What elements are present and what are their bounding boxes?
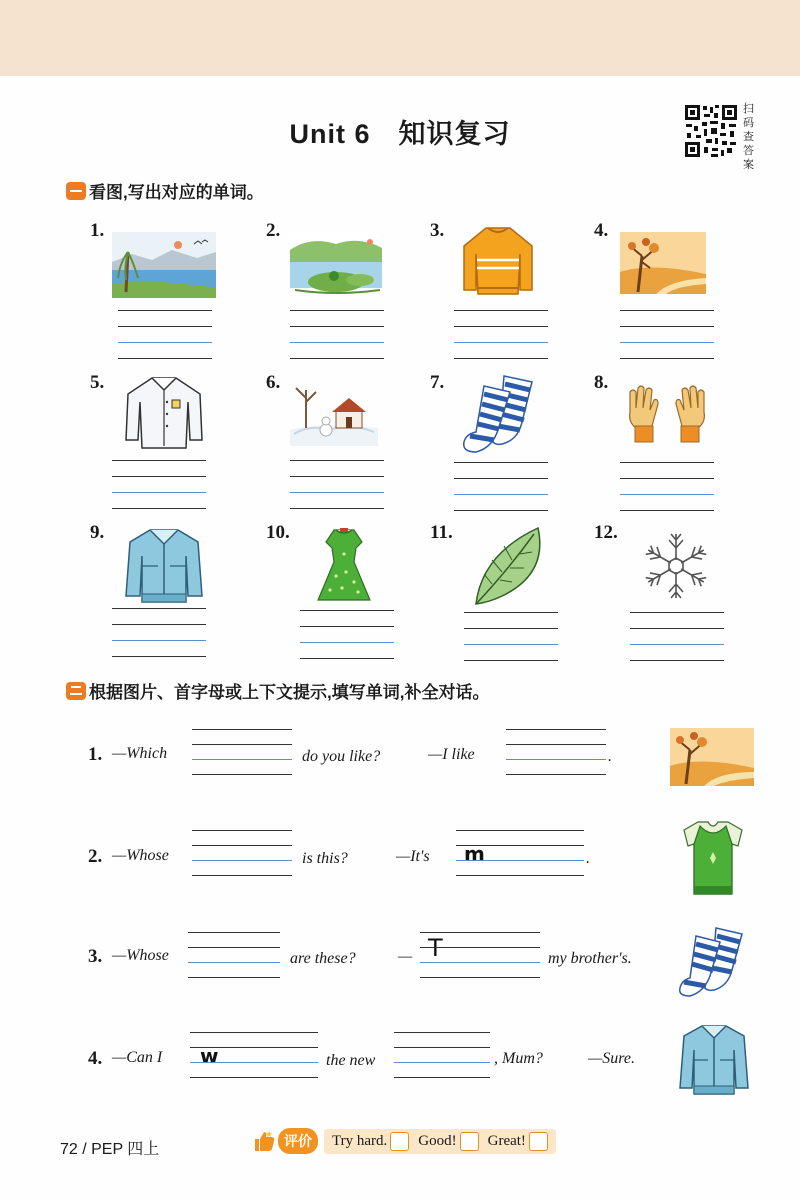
good-checkbox[interactable] — [460, 1132, 479, 1151]
dialog-text: the new — [326, 1052, 376, 1069]
page-title: Unit 6 知识复习 — [289, 119, 511, 149]
dialog-text: — — [398, 948, 413, 965]
item-number: 8. — [594, 372, 609, 393]
great-checkbox[interactable] — [529, 1132, 548, 1151]
item-number: 4. — [594, 220, 609, 241]
item-number: 3. — [430, 220, 445, 241]
snowflake-picture — [638, 528, 714, 604]
section-1-badge-icon — [66, 182, 86, 200]
answer-blank[interactable] — [192, 830, 292, 890]
item-number: 10. — [266, 522, 290, 543]
dialog-number: 4. — [88, 1048, 103, 1069]
answer-blank[interactable] — [420, 932, 540, 992]
item-number: 9. — [90, 522, 105, 543]
dialog-text: are these? — [290, 950, 356, 967]
item-number: 12. — [594, 522, 618, 543]
dialog-text: do you like? — [302, 748, 381, 765]
dialog-number: 2. — [88, 846, 103, 867]
first-letter-hint: w — [200, 1044, 219, 1068]
item-number: 2. — [266, 220, 281, 241]
blue-jacket-picture — [122, 526, 206, 604]
answer-lines[interactable] — [620, 310, 714, 374]
dialog-text: —Can I — [112, 1049, 163, 1066]
rating-options — [324, 1129, 556, 1154]
answer-lines[interactable] — [112, 460, 206, 524]
first-letter-hint: m — [464, 842, 485, 866]
item-number: 7. — [430, 372, 445, 393]
dialog-text: —I like — [428, 746, 475, 763]
answer-lines[interactable] — [118, 310, 212, 374]
answer-blank[interactable] — [188, 932, 280, 992]
dialog-text: —Which — [112, 745, 168, 762]
green-vest-picture — [680, 818, 746, 898]
section-1-heading: 看图,写出对应的单词。 — [66, 178, 264, 203]
top-band — [0, 0, 800, 76]
item-number: 5. — [90, 372, 105, 393]
section-2-badge-icon — [66, 682, 86, 700]
option-good: Good! — [418, 1132, 457, 1149]
dialog-text: my brother's. — [548, 950, 632, 967]
page-number: 72 / PEP 四上 — [60, 1141, 160, 1158]
answer-blank[interactable] — [456, 830, 584, 890]
answer-blank[interactable] — [394, 1032, 490, 1092]
dialog-text: —Whose — [112, 847, 169, 864]
dialog-text: . — [608, 748, 612, 765]
lake-scene-picture — [112, 232, 216, 298]
thumbs-up-icon — [252, 1129, 276, 1153]
option-great: Great! — [487, 1132, 526, 1149]
item-number: 1. — [90, 220, 105, 241]
dialog-number: 1. — [88, 744, 103, 765]
answer-blank[interactable] — [192, 729, 292, 789]
autumn-scene-picture — [670, 728, 754, 786]
dialog-number: 3. — [88, 946, 103, 967]
dialog-text: is this? — [302, 850, 348, 867]
item-number: 6. — [266, 372, 281, 393]
gloves-picture — [624, 382, 710, 448]
answer-lines[interactable] — [112, 608, 206, 672]
snow-house-picture — [290, 384, 378, 446]
dialog-text: , Mum? — [494, 1050, 543, 1067]
option-try-hard: Try hard. — [332, 1132, 388, 1149]
section-2-heading: 根据图片、首字母或上下文提示,填写单词,补全对话。 — [66, 678, 489, 703]
qr-label: 扫码查答案 — [743, 103, 754, 171]
qr-code-icon[interactable] — [684, 104, 738, 158]
dialog-text: —Whose — [112, 947, 169, 964]
white-shirt-picture — [122, 374, 206, 450]
green-dress-picture — [316, 526, 372, 604]
self-evaluation-bar — [252, 1128, 556, 1154]
answer-lines[interactable] — [290, 310, 384, 374]
jacket-picture — [676, 1022, 752, 1096]
answer-lines[interactable] — [454, 462, 548, 526]
socks-picture — [674, 924, 748, 1000]
green-leaf-picture — [472, 524, 544, 608]
try-hard-checkbox[interactable] — [390, 1132, 409, 1151]
first-letter-hint: T — [428, 934, 443, 962]
answer-blank[interactable] — [506, 729, 606, 789]
answer-lines[interactable] — [630, 612, 724, 676]
answer-lines[interactable] — [464, 612, 558, 676]
eval-label: 评价 — [278, 1128, 318, 1154]
striped-socks-picture — [458, 372, 540, 456]
answer-lines[interactable] — [300, 610, 394, 674]
answer-lines[interactable] — [454, 310, 548, 374]
answer-lines[interactable] — [290, 460, 384, 524]
orange-sweater-picture — [460, 224, 536, 298]
dialog-text: —It's — [396, 848, 430, 865]
autumn-tree-picture — [620, 232, 706, 294]
dialog-text: . — [586, 850, 590, 867]
item-number: 11. — [430, 522, 453, 543]
answer-lines[interactable] — [620, 462, 714, 526]
answer-blank[interactable] — [190, 1032, 318, 1092]
dialog-text: —Sure. — [588, 1050, 635, 1067]
frog-pond-picture — [290, 232, 382, 298]
